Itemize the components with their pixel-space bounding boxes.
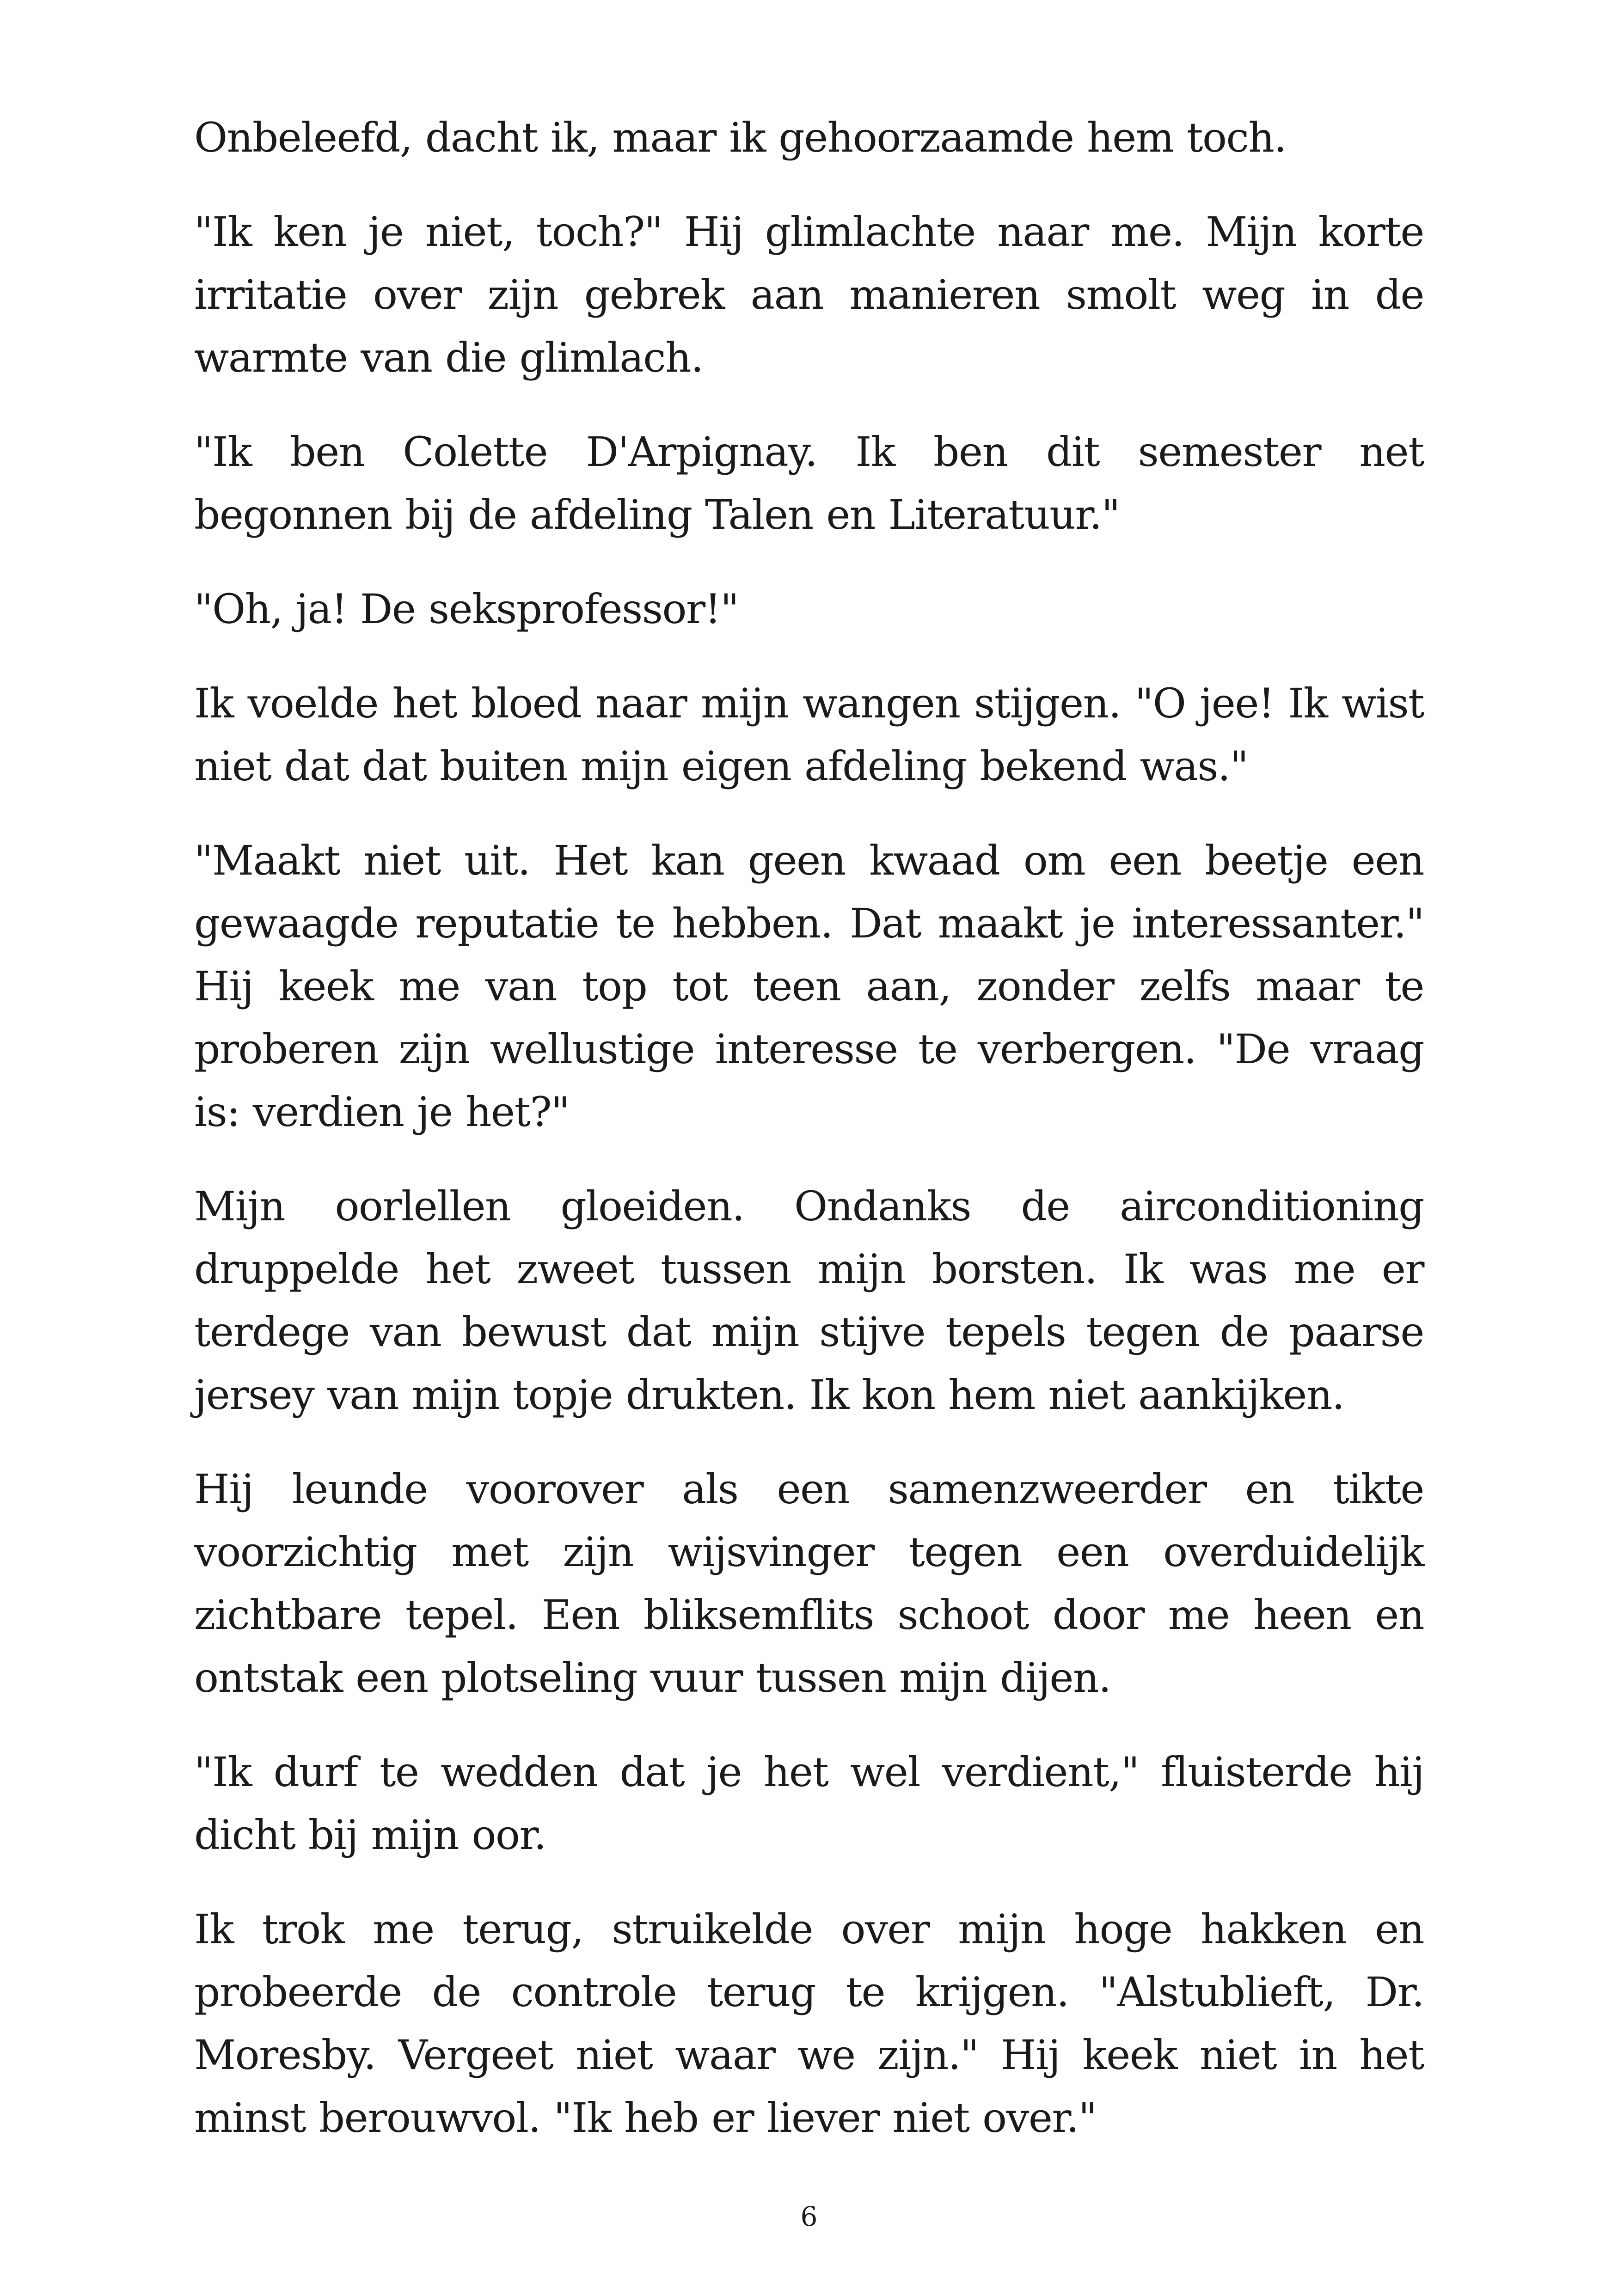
paragraph-5: Ik voelde het bloed naar mijn wangen stijgen. "O jee! Ik wist niet dat dat buiten mijn eigen afdeling bekend was."	[194, 680, 1424, 790]
paragraph-9: "Ik durf te wedden dat je het wel verdient," fluisterde hij dicht bij mijn oor.	[194, 1748, 1424, 1859]
paragraph-6: "Maakt niet uit. Het kan geen kwaad om een beetje een gewaagde reputatie te hebben. Dat maakt je interessanter." Hij keek me van top tot teen aan, zonder zelfs maar te proberen zijn wellustige interesse te verbergen. "De vraag is: verdien je het?"	[194, 837, 1424, 1136]
paragraph-8: Hij leunde voorover als een samenzweerder en tikte voorzichtig met zijn wijsvinger tegen een overduidelijk zichtbare tepel. Een bliksemflits schoot door me heen en ontstak een plotseling vuur tussen mijn dijen.	[194, 1465, 1424, 1702]
paragraph-2: "Ik ken je niet, toch?" Hij glimlachte naar me. Mijn korte irritatie over zijn gebrek aan manieren smolt weg in de warmte van die glimlach.	[194, 208, 1424, 381]
paragraph-7: Mijn oorlellen gloeiden. Ondanks de airconditioning druppelde het zweet tussen mijn borsten. Ik was me er terdege van bewust dat mijn stijve tepels tegen de paarse jersey van mijn topje drukten. Ik kon hem niet aankijken.	[194, 1182, 1424, 1419]
paragraph-4: "Oh, ja! De seksprofessor!"	[194, 585, 739, 633]
paragraph-10: Ik trok me terug, struikelde over mijn hoge hakken en probeerde de controle terug te krijgen. "Alstublieft, Dr. Moresby. Vergeet niet waar we zijn." Hij keek niet in het minst berouwvol. "Ik heb er liever niet over."	[194, 1905, 1424, 2142]
paragraph-3: "Ik ben Colette D'Arpignay. Ik ben dit semester net begonnen bij de afdeling Talen en Literatuur."	[194, 428, 1424, 539]
page-body	[194, 106, 1424, 2181]
page-number: 6	[800, 2201, 818, 2232]
paragraph-1: Onbeleefd, dacht ik, maar ik gehoorzaamde hem toch.	[194, 114, 1286, 161]
